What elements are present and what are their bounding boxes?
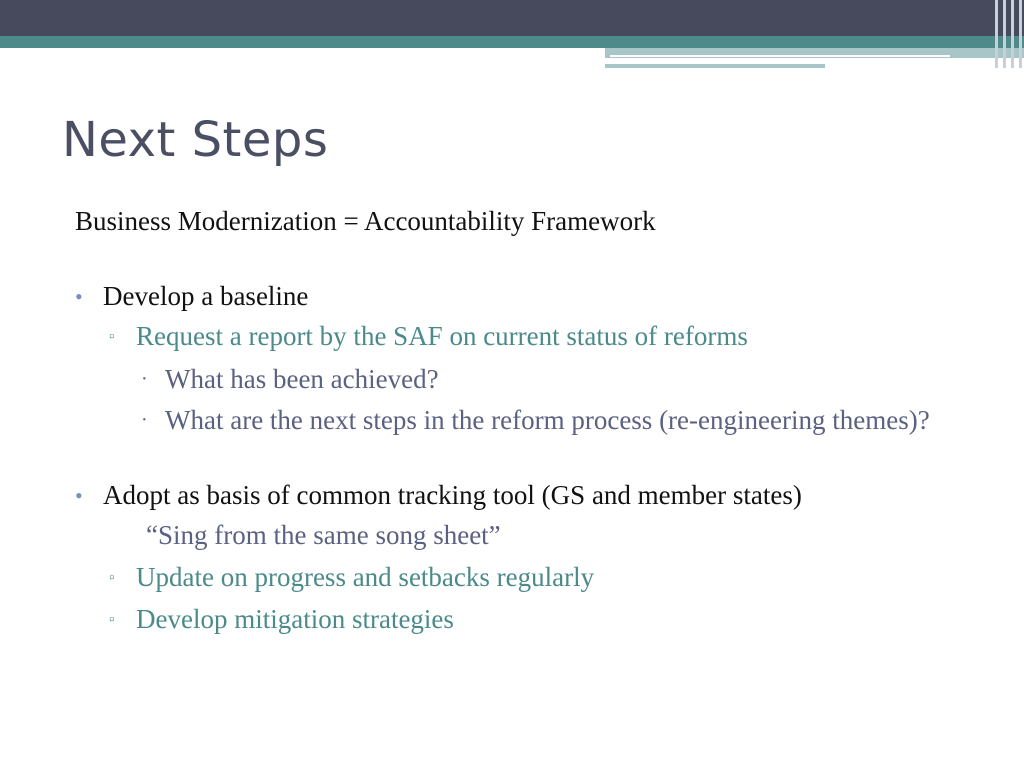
subsub-bullet-text: What has been achieved? bbox=[165, 364, 439, 394]
bullet-develop-baseline bbox=[75, 278, 955, 315]
subsub-bullet-text: What are the next steps in the reform process (re-engineering themes)? bbox=[165, 405, 930, 435]
sub-bullet-mitigation bbox=[75, 598, 955, 640]
bullet-adopt-tracking-tool bbox=[75, 477, 955, 514]
bullet-text: Develop a baseline bbox=[103, 281, 309, 311]
slide-title: Next Steps bbox=[62, 112, 329, 168]
header-dark-band bbox=[0, 0, 1024, 36]
small-dot-icon: · bbox=[141, 409, 148, 431]
sub-bullet-text: Develop mitigation strategies bbox=[136, 604, 454, 634]
sub-bullet-text: Request a report by the SAF on current status of reforms bbox=[136, 321, 748, 351]
subsub-bullet-next-steps bbox=[75, 402, 955, 439]
quote-song-sheet: “Sing from the same song sheet” bbox=[146, 520, 501, 550]
bullet-dot-icon: • bbox=[75, 483, 83, 508]
square-bullet-icon: ▫ bbox=[109, 612, 115, 628]
subsub-bullet-achieved bbox=[75, 361, 955, 398]
bullet-dot-icon: • bbox=[75, 284, 83, 309]
small-dot-icon: · bbox=[141, 368, 148, 390]
header-thin-band bbox=[605, 64, 825, 68]
slide-subtitle: Business Modernization = Accountability Framework bbox=[75, 206, 656, 236]
square-bullet-icon: ▫ bbox=[109, 570, 115, 586]
header-teal-band bbox=[0, 36, 1024, 48]
sub-bullet-text: Update on progress and setbacks regularly bbox=[136, 562, 595, 592]
slide-content bbox=[75, 200, 955, 640]
header-vertical-stripes bbox=[993, 0, 1024, 68]
header-white-line bbox=[610, 55, 950, 57]
square-bullet-icon: ▫ bbox=[109, 329, 115, 345]
sub-bullet-update-progress bbox=[75, 556, 955, 598]
sub-bullet-request-report bbox=[75, 315, 955, 357]
bullet-text: Adopt as basis of common tracking tool (GS and member states) bbox=[103, 480, 802, 510]
